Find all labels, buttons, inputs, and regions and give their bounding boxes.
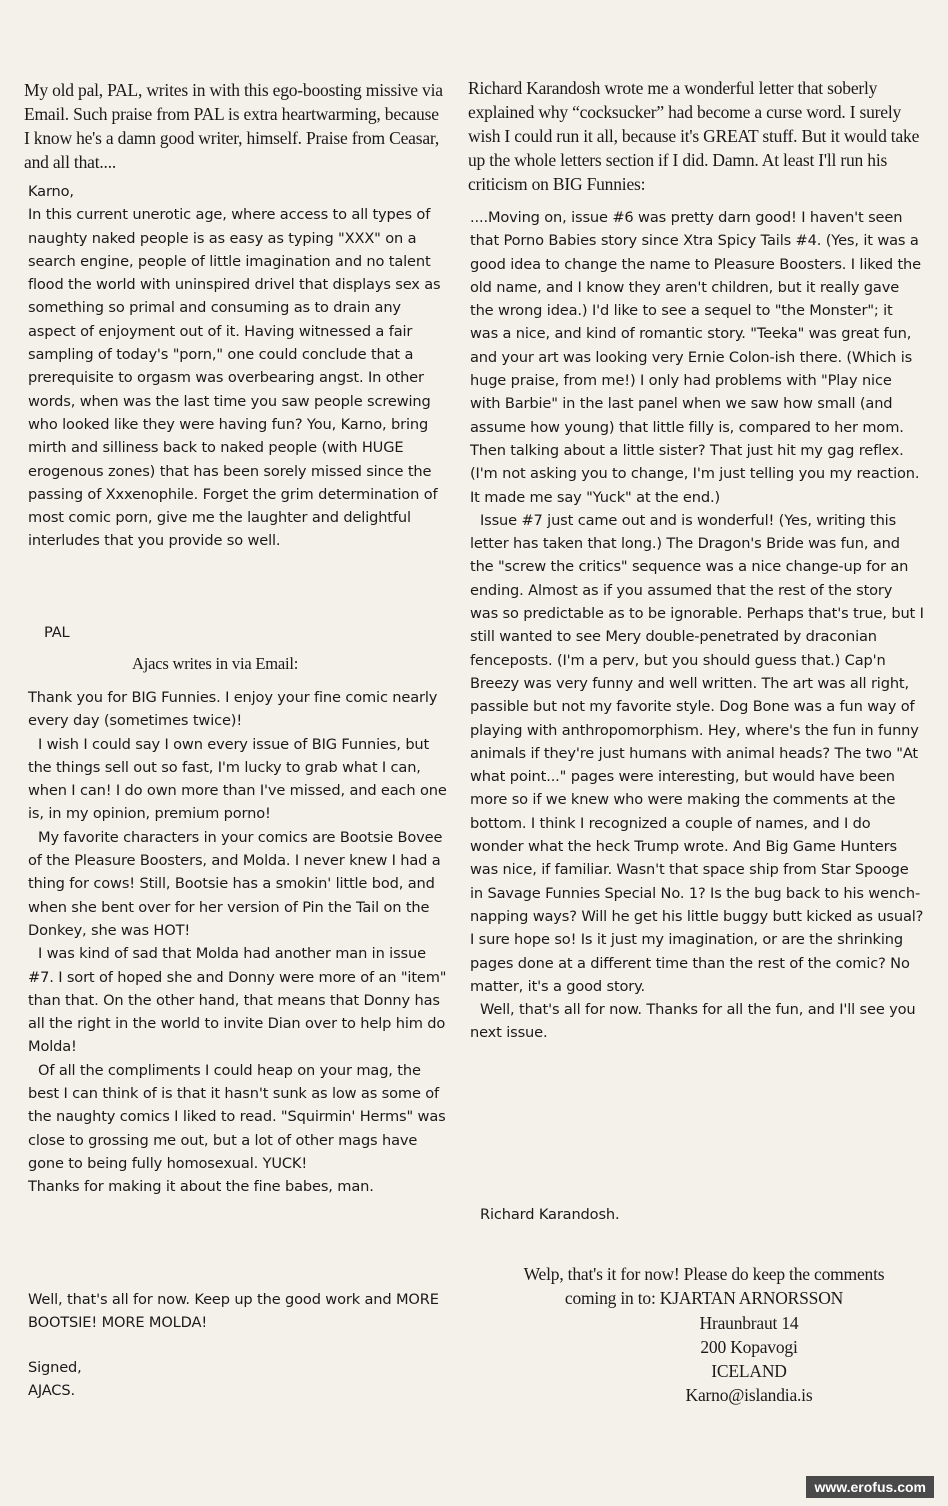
ajacs-paragraph: Of all the compliments I could heap on your mag, the best I can think of is that it hasn't sunk as low as some of the naughty comics I liked to read. "Squirmin' Herms" was close to grossing me out, but a lot of other mags have gone to being fully homosexual. YUCK! [28, 1061, 446, 1172]
pal-letter-body: In this current unerotic age, where access to all types of naughty naked people is as easy as typing "XXX" on a search engine, people of little imagination and no talent flood the world with uninspired drivel that displays sex as something so primal and consuming as to drain any aspect of enjoyment out of it. Having witnessed a fair sampling of today's "porn," one could conclude that a prerequisite to orgasm was overbearing angst. In other words, when was the last time you saw people screwing who looked like they were having fun? You, Karno, bring mirth and silliness back to naked people (with HUGE erogenous zones) that has been sorely missed since the passing of Xxxenophile. Forget the grim determination of most comic porn, give me the laughter and delightful interludes that you provide so well. [28, 206, 441, 550]
address-city: 200 Kopavogi [700, 1336, 798, 1357]
closing-line-2: coming in to: KJARTAN ARNORSSON [564, 1288, 844, 1309]
closing-address [468, 1262, 940, 1408]
ajacs-paragraph: I wish I could say I own every issue of BIG Funnies, but the things sell out so fast, I'm lucky to grab what I can, when I can! I do own more than I've missed, and each one is, in my opinion, premium porno! [28, 735, 447, 823]
closing-line-1: Welp, that's it for now! Please do keep the comments [523, 1264, 885, 1284]
ajacs-signed: Signed, [28, 1359, 82, 1376]
pal-salutation: Karno, [28, 183, 74, 200]
richard-paragraph: Issue #7 just came out and is wonderful! (Yes, writing this letter has taken that long.) The Dragon's Bride was fun, and the "screw the critics" sequence was a nice change-up for an ending. Almost as if you assumed that the rest of the story was so predictable as to be ignorable. Perhaps that's true, but I still wanted to see Mery double-penetrated by draconian fenceposts. (I'm a perv, but you should guess that.) Cap'n Breezy was very funny and well written. The art was all right, passible but not my favorite style. Dog Bone was a fun way of playing with anthropomorphism. Hey, where's the fun in funny animals if they're just humans with animal heads? The two "At what point..." pages were interesting, but would have been more so if we knew who were making the comments at the bottom. I think I recognized a couple of names, and I do wonder what the heck Trump wrote. And Big Game Hunters was nice, if familiar. Wasn't that space ship from Star Spooge in Savage Funnies Special No. 1? Is the bug back to his wench-napping ways? Will he get his little buggy butt kicked as usual? I sure hope so! Is it just my imagination, or are the shrinking pages done at a different time than the rest of the comic? No matter, it's a good story. [470, 511, 924, 995]
intro-ajacs: Ajacs writes in via Email: [132, 654, 299, 673]
pal-letter [28, 180, 452, 553]
intro-pal: My old pal, PAL, writes in with this ego-boosting missive via Email. Such praise from PAL is extra heartwarming, because I know he's a damn good writer, himself. Praise from Ceasar, and all that.... [24, 80, 443, 172]
address-country: ICELAND [711, 1361, 787, 1382]
richard-signature: Richard Karandosh. [480, 1206, 620, 1223]
ajacs-closing: Well, that's all for now. Keep up the good work and MORE BOOTSIE! MORE MOLDA! [28, 1291, 439, 1332]
ajacs-signature: AJACS. [28, 1382, 75, 1400]
address-street: Hraunbraut 14 [699, 1312, 799, 1333]
ajacs-paragraph: Thank you for BIG Funnies. I enjoy your fine comic nearly every day (sometimes twice)! [28, 689, 438, 730]
ajacs-paragraph: My favorite characters in your comics are Bootsie Bovee of the Pleasure Boosters, and Molda. I never knew I had a thing for cows! Still, Bootsie has a smokin' little bod, and when she bent over for her version of Pin the Tail on the Donkey, she was HOT! [28, 828, 443, 939]
richard-paragraph: Well, that's all for now. Thanks for all the fun, and I'll see you next issue. [470, 1001, 916, 1042]
pal-signature: PAL [44, 624, 70, 641]
site-watermark: www.erofus.com [806, 1476, 934, 1498]
ajacs-sign-off [28, 1356, 82, 1403]
intro-richard: Richard Karandosh wrote me a wonderful letter that soberly explained why “cocksucker” had become a curse word. I surely wish I could run it all, because it's GREAT stuff. But it would take up the whole letters section if I did. Damn. At least I'll run his criticism on BIG Funnies: [468, 78, 920, 194]
ajacs-paragraph: I was kind of sad that Molda had another man in issue #7. I sort of hoped she and Donny were more of an "item" than that. On the other hand, that means that Donny has all the right in the world to invite Dian over to help him do Molda! [28, 945, 447, 1056]
richard-letter [470, 206, 924, 1045]
ajacs-letter [28, 686, 452, 1199]
ajacs-paragraph: Thanks for making it about the fine babes, man. [28, 1178, 374, 1196]
contact-email: Karno@islandia.is [685, 1385, 813, 1406]
richard-paragraph: ....Moving on, issue #6 was pretty darn good! I haven't seen that Porno Babies story since Xtra Spicy Tails #4. (Yes, it was a good idea to change the name to Pleasure Boosters. I liked the old name, and I know they aren't children, but it really gave the wrong idea.) I'd like to see a sequel to "the Monster"; it was a nice, and kind of romantic story. "Teeka" was great fun, and your art was looking very Ernie Colon-ish there. (Which is huge praise, from me!) I only had problems with "Play nice with Barbie" in the last panel when we saw how small (and assume how young) that little filly is, compared to her mom. Then talking about a little sister? That just hit my gag reflex. (I'm not asking you to change, I'm just telling you my reaction. It made me say "Yuck" at the end.) [470, 209, 921, 506]
